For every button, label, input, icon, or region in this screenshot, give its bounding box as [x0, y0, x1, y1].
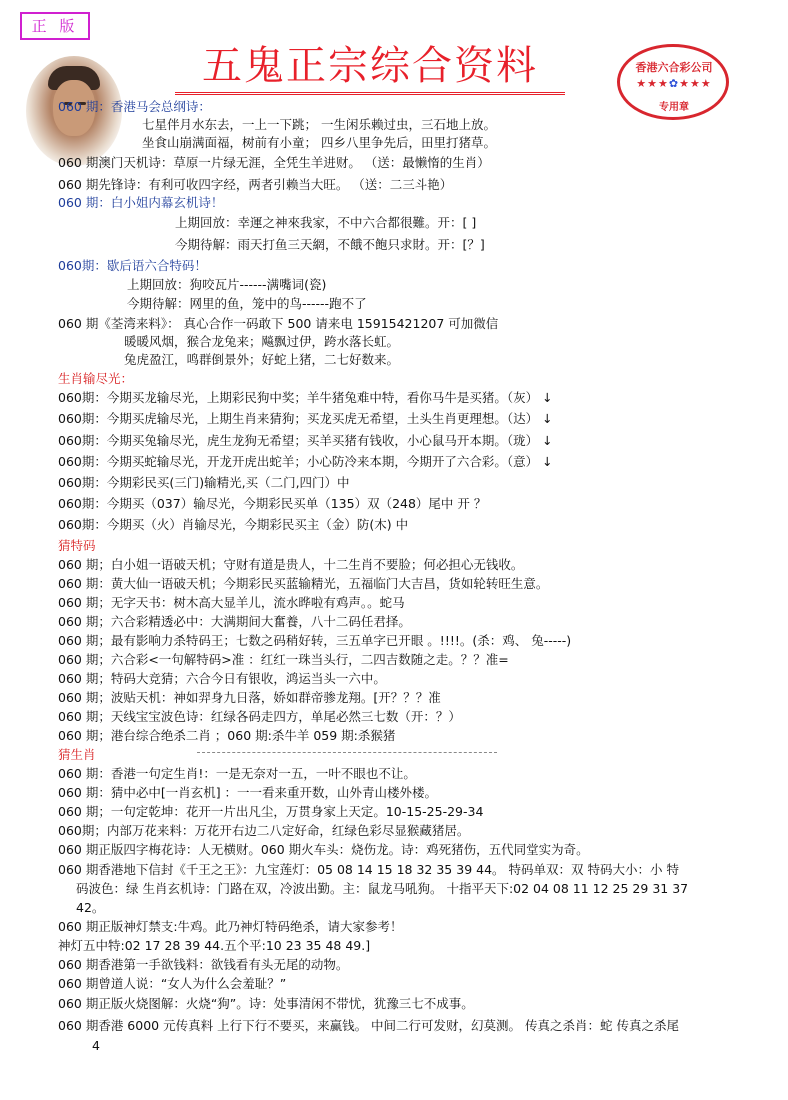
text-line: 42。	[76, 900, 105, 915]
text-line: 060期：今期买（火）肖输尽光，今期彩民买主（金）防(木) 中	[58, 517, 409, 532]
seal-label: 专用章	[659, 102, 689, 113]
text-line: 060 期：猜中必中[一肖玄机] ：一一看来重开数，山外青山楼外楼。	[58, 785, 438, 800]
text-line: 060 期；一句定乾坤：花开一片出凡尘，万贯身家上天定。10-15-25-29-34	[58, 804, 484, 819]
text-line: 兔虎盈江，鸣群倒景外；好蛇上猪，二七好数来。	[124, 352, 400, 367]
text-line: 060 期香港 6000 元传真料 上行下行不要买，来赢钱。 中间二行可发财，幻莫测。 传真之杀肖：蛇 传真之杀尾	[58, 1018, 679, 1033]
text-line: 060 期；波贴天机：神如羿身九日落，娇如群帝骖龙翔。[开？？？准	[58, 690, 441, 705]
text-line: 060期：歇后语六合特码！	[58, 258, 207, 273]
company-seal-stamp	[617, 44, 729, 120]
text-line: 060 期：香港马会总纲诗：	[58, 99, 211, 114]
text-line: 060期：今期买（037）输尽光，今期彩民买单（135）双（248）尾中 开 ？	[58, 496, 487, 511]
genuine-edition-badge: 正 版	[20, 12, 90, 40]
text-line: 060期：今期买龙输尽光，上期彩民狗中奖；羊牛猪兔难中特，看你马牛是买猪。（灰） ↓	[58, 390, 553, 405]
text-line: 060期：今期买蛇输尽光，开龙开虎出蛇羊；小心防冷来本期，今期开了六合彩。（意） ↓	[58, 454, 553, 469]
text-line: 上期回放：狗咬瓦片------满嘴词(瓷)	[127, 277, 327, 292]
text-line: 060期：今期彩民买(三门)输精光,买（二门,四门）中	[58, 475, 350, 490]
text-line: 060 期；六合彩精透必中：大满期间大奮養，八十二码任君择。	[58, 614, 411, 629]
text-line: 060 期：白小姐内幕玄机诗！	[58, 195, 224, 210]
text-line: 今期待解：雨天打鱼三天網，不餓不飽只求財。开：[？]	[175, 237, 485, 252]
text-line: 060 期《荃湾来料》： 真心合作一码敢下 500 请来电 15915421207 可加微信	[58, 316, 499, 331]
text-line: 060 期正版四字梅花诗：人无横财。060 期火车头：烧伤龙。诗：鸡死猪伤，五代同堂实为奇。	[58, 842, 589, 857]
text-line: 060 期；最有影响力杀特码王；七数之码稍好转，三五单字已开眼 。!!!!。(杀：鸡、 兔-----)	[58, 633, 572, 648]
text-line: 060 期香港第一手欲钱料：欲钱看有头无尾的动物。	[58, 957, 349, 972]
text-line: 060 期；六合彩<一句解特码>准 ：红红一珠当头行，二四吉数随之走。？？准=	[58, 652, 509, 667]
text-line: 060期；内部万花来料：万花开右边二八定好命，红绿色彩尽显猴藏猪居。	[58, 823, 470, 838]
text-line: 上期回放：幸運之神來我家，不中六合都很難。开：[ ]	[175, 215, 477, 230]
text-line: 坐食山崩满面福，树前有小童； 四乡八里争先后，田里打猪草。	[142, 135, 496, 150]
text-line: 今期待解：网里的鱼，笼中的鸟------跑不了	[127, 296, 367, 311]
text-line: 060 期曾道人说：“女人为什么会羞耻？”	[58, 976, 287, 991]
seal-company-name: 香港六合彩公司	[635, 61, 713, 74]
text-line: 060 期；港台综合绝杀二肖 ；060 期:杀牛羊 059 期:杀猴猪	[58, 728, 396, 743]
text-line: 060 期先锋诗：有利可收四字经，两者引赖当大旺。 （送：二三斗艳）	[58, 177, 453, 192]
text-line: 七星伴月水东去，一上一下跳； 一生闲乐赖过虫，三石地上放。	[142, 117, 496, 132]
page-title: 五鬼正宗综合资料	[175, 40, 565, 95]
text-line: 060期：今期买兔输尽光，虎生龙狗无希望；买羊买猪有钱收，小心鼠马开本期。（珑） ↓	[58, 433, 553, 448]
text-line: 060 期：黄大仙一语破天机；今期彩民买蓝输精光，五福临门大吉昌，货如轮转旺生意。	[58, 576, 549, 591]
divider	[197, 752, 497, 753]
text-line: 060 期正版神灯禁支:牛鸡。此乃神灯特码绝杀，请大家参考！	[58, 919, 403, 934]
text-line: 神灯五中特:02 17 28 39 44.五个平:10 23 35 48 49.]	[58, 938, 371, 953]
text-line: 060 期；无字天书：树木高大显羊儿，流水晔啦有鸡声。。蛇马	[58, 595, 405, 610]
text-line: 猜特码	[58, 538, 96, 553]
text-line: 060 期正版火烧图解：火烧“狗”。诗：处事清闲不带忧，犹豫三七不成事。	[58, 996, 474, 1011]
text-line: 码波色：绿 生肖玄机诗：门路在双，冷波出勤。主：鼠龙马吼狗。 十指平天下:02 04 08 11 12 25 29 31 37	[76, 881, 689, 896]
text-line: 4	[92, 1038, 100, 1053]
text-line: 060期：今期买虎输尽光，上期生肖来猜狗；买龙买虎无希望，土头生肖更理想。（达） ↓	[58, 411, 553, 426]
text-line: 060 期；白小姐一语破天机；守财有道是贵人，十二生肖不要脸；何必担心无钱收。	[58, 557, 524, 572]
text-line: 060 期；特码大竞猜；六合今日有银收，鸿运当头一六中。	[58, 671, 386, 686]
text-line: 060 期香港地下信封《千王之王》：九宝莲灯：05 08 14 15 18 32 35 39 44。 特码单双：双 特码大小：小 特	[58, 862, 679, 877]
seal-stars: ★★★✿★★★	[636, 77, 712, 90]
text-line: 暖暖风烟，猴合龙兔来；飚飘过伊，跨水落长虹。	[124, 334, 400, 349]
text-line: 猜生肖	[58, 747, 96, 762]
text-line: 生肖输尽光：	[58, 371, 134, 386]
text-line: 060 期澳门天机诗：草原一片绿无涯，全凭生羊进财。 （送：最懒惰的生肖）	[58, 155, 490, 170]
text-line: 060 期；天线宝宝波色诗：红绿各码走四方，单尾必然三七数（开：？）	[58, 709, 461, 724]
text-line: 060 期：香港一句定生肖!：一是无奈对一五，一叶不眼也不让。	[58, 766, 416, 781]
